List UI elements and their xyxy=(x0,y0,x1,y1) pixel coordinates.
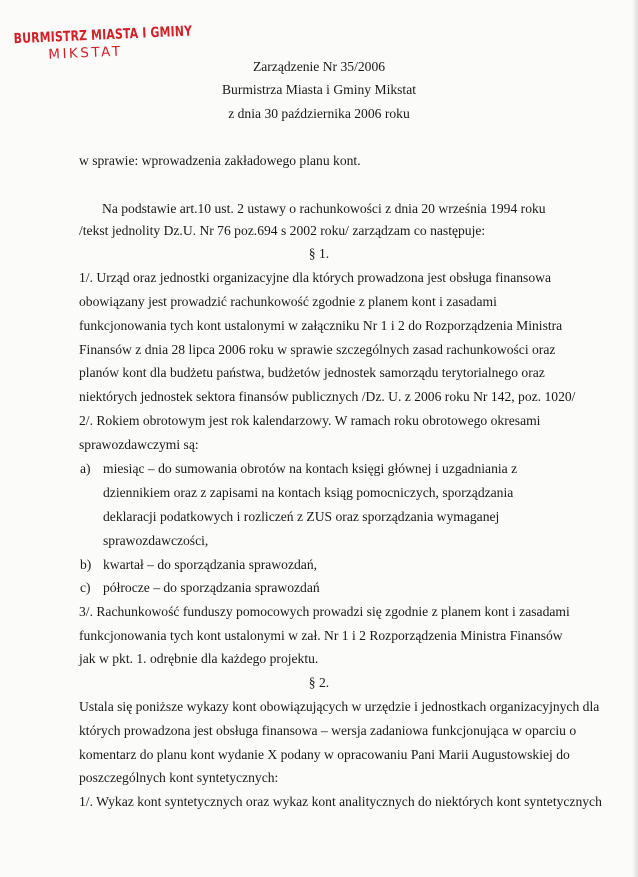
par1-line: niektórych jednostek sektora finansów publicznych /Dz. U. z 2006 roku Nr 142, poz. 1020/ xyxy=(79,389,576,404)
list-item-b: kwartał – do sporządzania sprawozdań, xyxy=(103,557,318,572)
par1-line: funkcjonowania tych kont ustalonymi w załączniku Nr 1 i 2 do Rozporządzenia Ministra xyxy=(79,318,563,333)
legal-basis-line-1: Na podstawie art.10 ust. 2 ustawy o rachunkowości z dnia 20 września 1994 roku xyxy=(102,201,546,216)
par1-line: obowiązany jest prowadzić rachunkowość zgodnie z planem kont i zasadami xyxy=(79,294,497,309)
list-item-a-line: deklaracji podatkowych i rozliczeń z ZUS oraz sporządzania wymaganej xyxy=(103,509,500,524)
par4-line: Ustala się poniższe wykazy kont obowiązujących w urzędzie i jednostkach organizacyjnych dla xyxy=(79,699,600,714)
ordinance-date: z dnia 30 października 2006 roku xyxy=(228,106,410,121)
par4-line: poszczególnych kont syntetycznych: xyxy=(79,770,279,785)
par4-line: komentarz do planu kont wydanie X podany w opracowaniu Pani Marii Augustowskiej do xyxy=(79,747,570,762)
par1-line: 1/. Urząd oraz jednostki organizacyjne dla których prowadzona jest obsługa finansowa xyxy=(79,270,551,285)
list-marker-a: a) xyxy=(80,461,91,476)
par2-line: 2/. Rokiem obrotowym jest rok kalendarzowy. W ramach roku obrotowego okresami xyxy=(79,413,541,428)
section-2-heading: § 2. xyxy=(308,675,330,690)
ordinance-title: Zarządzenie Nr 35/2006 xyxy=(252,59,386,74)
stamp-line-1: BURMISTRZ MIASTA I GMINY xyxy=(13,23,193,48)
par5-line: 1/. Wykaz kont syntetycznych oraz wykaz kont analitycznych do niektórych kont syntetycznych xyxy=(79,794,602,809)
par4-line: których prowadzona jest obsługa finansowa – wersja zadaniowa funkcjonująca w oparciu o xyxy=(79,723,577,738)
par3-line: 3/. Rachunkowość funduszy pomocowych prowadzi się zgodnie z planem kont i zasadami xyxy=(79,604,570,619)
subject-line: w sprawie: wprowadzenia zakładowego planu kont. xyxy=(79,153,361,168)
list-marker-c: c) xyxy=(80,580,91,595)
list-marker-b: b) xyxy=(80,557,92,572)
list-item-a-line: dziennikiem oraz z zapisami na kontach ksiąg pomocniczych, sporządzania xyxy=(103,485,514,500)
list-item-c: półrocze – do sporządzania sprawozdań xyxy=(103,580,320,595)
list-item-a-line: sprawozdawczości, xyxy=(103,533,209,548)
section-1-heading: § 1. xyxy=(308,246,330,261)
legal-basis-line-2: /tekst jednolity Dz.U. Nr 76 poz.694 s 2002 roku/ zarządzam co następuje: xyxy=(79,223,486,238)
par3-line: jak w pkt. 1. odrębnie dla każdego projektu. xyxy=(79,651,319,666)
par1-line: Finansów z dnia 28 lipca 2006 roku w sprawie szczególnych zasad rachunkowości oraz xyxy=(79,342,556,357)
par1-line: planów kont dla budżetu państwa, budżetów jednostek samorządu terytorialnego oraz xyxy=(79,365,545,380)
ordinance-issuer: Burmistrza Miasta i Gminy Mikstat xyxy=(221,82,417,97)
scan-edge-shadow xyxy=(632,0,638,877)
par2-line: sprawozdawczymi są: xyxy=(79,437,199,452)
stamp-line-2: MIKSTAT xyxy=(48,43,123,63)
par3-line: funkcjonowania tych kont ustalonymi w zał. Nr 1 i 2 Rozporządzenia Ministra Finansów xyxy=(79,628,563,643)
list-item-a-line: miesiąc – do sumowania obrotów na kontach księgi głównej i uzgadniania z xyxy=(103,461,518,476)
